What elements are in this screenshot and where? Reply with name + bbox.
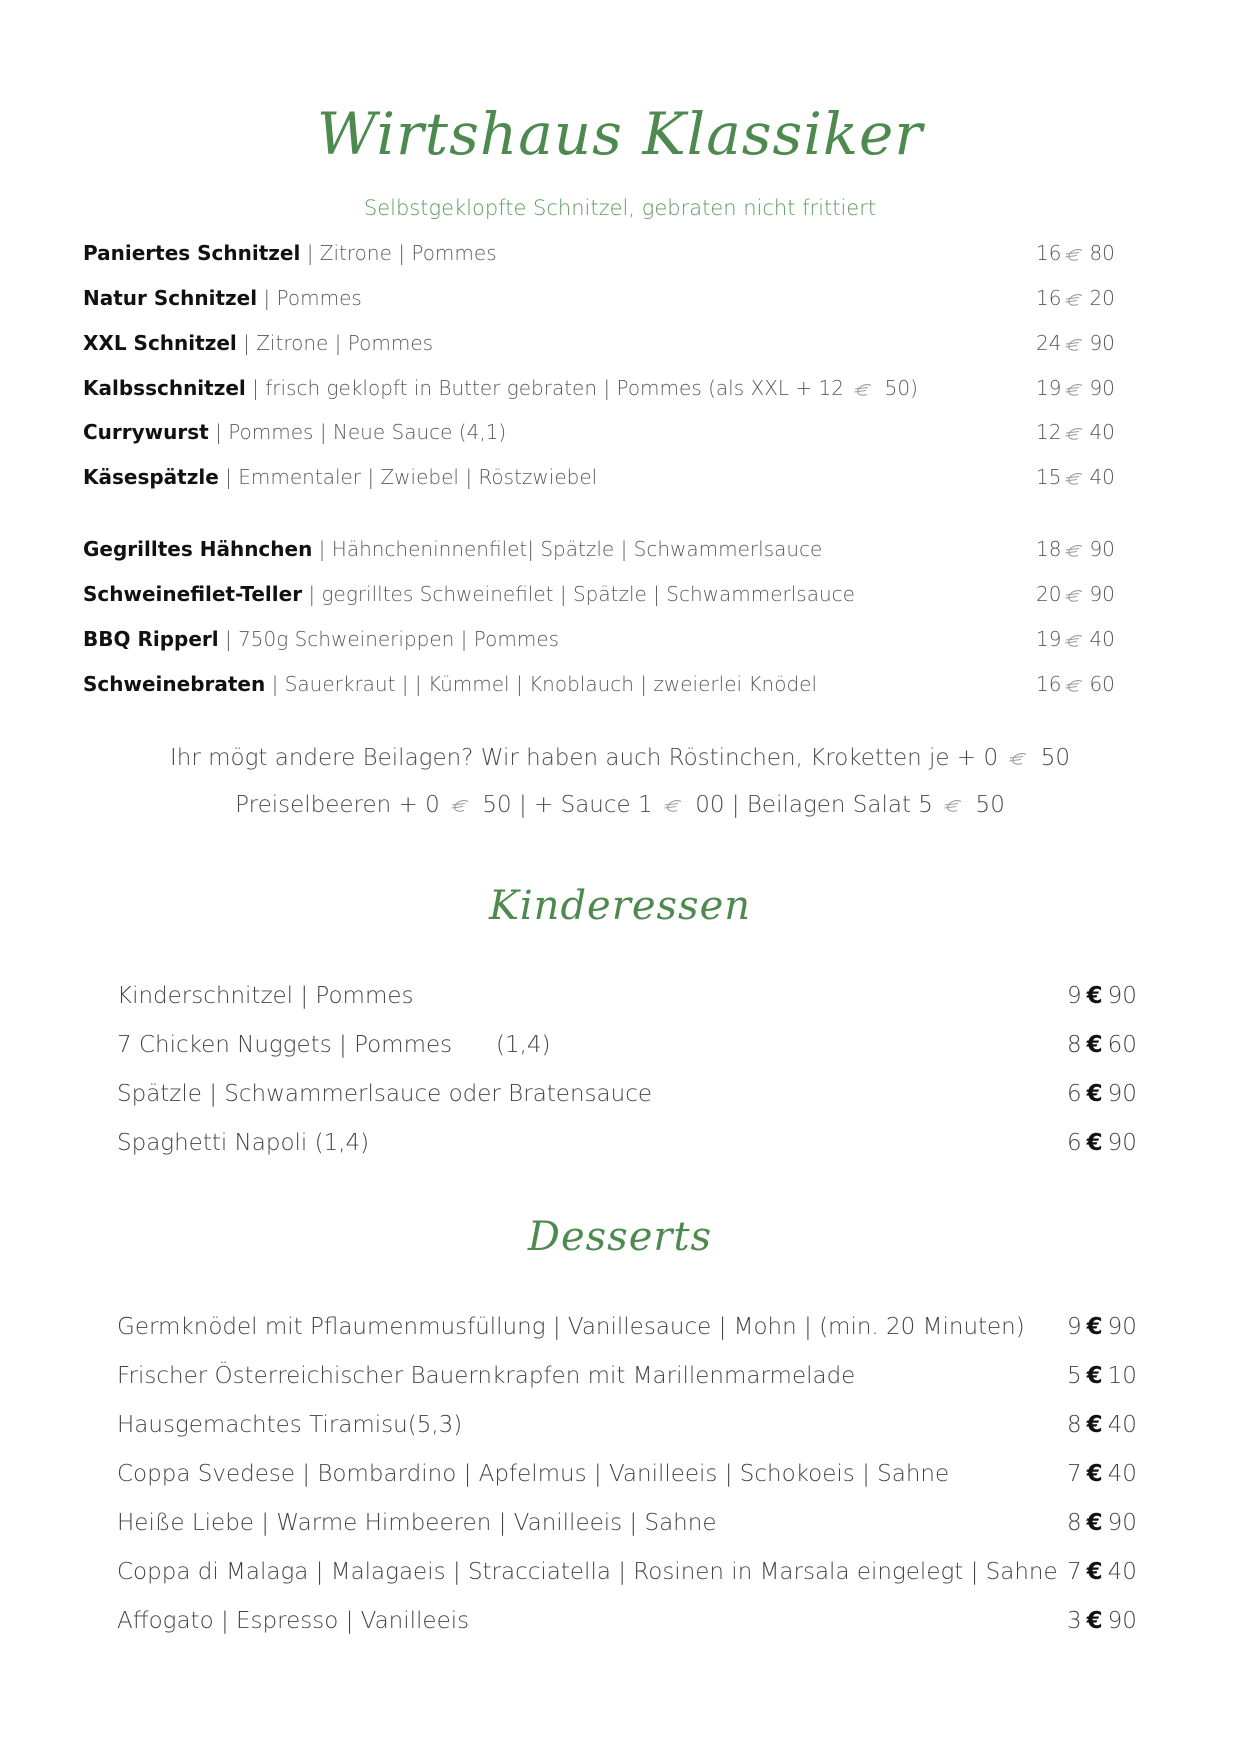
menu-item-name: Kalbsschnitzel — [83, 376, 246, 400]
menu-item-price — [1067, 1555, 1137, 1589]
menu-item-price — [1036, 579, 1115, 609]
note-text: Ihr mögt andere Beilagen? Wir haben auch Röstinchen, Kroketten je + 0 — [170, 745, 1006, 771]
menu-item-text: Spaghetti Napoli (1,4) — [117, 1130, 370, 1156]
menu-item-name: Gegrilltes Hähnchen — [83, 537, 313, 561]
menu-item-name: Schweinebraten — [83, 672, 266, 696]
side-dish-note — [0, 745, 1240, 771]
menu-item-description: | Pommes | Neue Sauce (4,1) — [208, 420, 507, 444]
price-whole: 16 — [1036, 672, 1062, 696]
menu-item-price — [1067, 1604, 1137, 1638]
menu-item-description: | frisch geklopft in Butter gebraten | Pommes (als XXL + 12 — [245, 376, 851, 400]
price-cents: 90 — [1089, 331, 1115, 355]
section-title-desserts: Desserts — [527, 1214, 713, 1260]
euro-sign-icon: € — [1086, 1461, 1103, 1487]
menu-item-description: | Sauerkraut | | Kümmel | Knoblauch | zweierlei Knödel — [265, 672, 817, 696]
menu-item-price — [1036, 462, 1115, 492]
price-whole: 6 — [1067, 1130, 1082, 1156]
menu-item — [83, 534, 1121, 564]
price-cents: 90 — [1107, 983, 1137, 1009]
price-cents: 90 — [1107, 1608, 1137, 1634]
menu-item-description: | Hähncheninnenfilet| Spätzle | Schwammerlsauce — [312, 537, 823, 561]
euro-sign-icon: € — [1086, 1314, 1103, 1340]
price-whole: 20 — [1036, 582, 1062, 606]
menu-item-price — [1036, 373, 1115, 403]
menu-item — [83, 462, 1121, 492]
price-whole: 15 — [1036, 465, 1062, 489]
menu-item-price — [1067, 1028, 1137, 1062]
price-whole: 3 — [1067, 1608, 1082, 1634]
price-whole: 6 — [1067, 1081, 1082, 1107]
menu-item — [117, 1408, 1137, 1442]
price-cents: 60 — [1107, 1032, 1137, 1058]
price-cents: 40 — [1089, 465, 1115, 489]
menu-item — [83, 283, 1121, 313]
menu-item — [83, 238, 1121, 268]
menu-item — [83, 417, 1121, 447]
menu-item-price — [1036, 624, 1115, 654]
euro-sign-icon: € — [1086, 1510, 1103, 1536]
euro-sign-icon — [1064, 472, 1086, 486]
euro-sign-icon — [663, 799, 685, 813]
euro-sign-icon — [853, 383, 875, 397]
euro-sign-icon — [1064, 293, 1086, 307]
menu-item-price — [1036, 238, 1115, 268]
price-cents: 90 — [1089, 537, 1115, 561]
menu-item — [117, 1310, 1137, 1344]
section-title-kids: Kinderessen — [489, 883, 751, 929]
menu-item-text: Germknödel mit Pflaumenmusfüllung | Vanillesauce | Mohn | (min. 20 Minuten) — [117, 1314, 1025, 1340]
menu-item-price — [1067, 1310, 1137, 1344]
price-whole: 16 — [1036, 286, 1062, 310]
euro-sign-icon: € — [1086, 1130, 1103, 1156]
menu-item-name: Paniertes Schnitzel — [83, 241, 301, 265]
price-whole: 16 — [1036, 241, 1062, 265]
euro-sign-icon — [1008, 752, 1030, 766]
euro-sign-icon: € — [1086, 1032, 1103, 1058]
price-cents: 80 — [1089, 241, 1115, 265]
euro-sign-icon — [1064, 544, 1086, 558]
euro-sign-icon — [943, 799, 965, 813]
note-text: 50 | + Sauce 1 — [475, 792, 660, 818]
menu-item-text: Heiße Liebe | Warme Himbeeren | Vanilleeis | Sahne — [117, 1510, 717, 1536]
extras-note — [0, 792, 1240, 818]
menu-item-price — [1067, 979, 1137, 1013]
menu-item — [117, 979, 1137, 1013]
section-title-classics: Wirtshaus Klassiker — [316, 100, 924, 168]
price-cents: 90 — [1107, 1510, 1137, 1536]
price-cents: 90 — [1107, 1314, 1137, 1340]
price-whole: 8 — [1067, 1412, 1082, 1438]
price-cents: 20 — [1089, 286, 1115, 310]
menu-item-description: | Zitrone | Pommes — [300, 241, 497, 265]
euro-sign-icon — [1064, 634, 1086, 648]
price-whole: 12 — [1036, 420, 1062, 444]
menu-item-name: BBQ Ripperl — [83, 627, 219, 651]
menu-item — [83, 669, 1121, 699]
menu-item-name: XXL Schnitzel — [83, 331, 237, 355]
menu-item-price — [1067, 1457, 1137, 1491]
menu-item — [117, 1604, 1137, 1638]
menu-item-text: Hausgemachtes Tiramisu(5,3) — [117, 1412, 463, 1438]
note-text: Preiselbeeren + 0 — [235, 792, 448, 818]
price-cents: 90 — [1107, 1081, 1137, 1107]
menu-item-price — [1036, 534, 1115, 564]
menu-item — [83, 579, 1121, 609]
menu-item-name: Schweinefilet-Teller — [83, 582, 303, 606]
menu-item-price — [1036, 417, 1115, 447]
price-cents: 40 — [1107, 1412, 1137, 1438]
price-whole: 9 — [1067, 1314, 1082, 1340]
menu-item-price — [1067, 1506, 1137, 1540]
menu-item-description: | Emmentaler | Zwiebel | Röstzwiebel — [218, 465, 598, 489]
menu-item — [117, 1028, 1137, 1062]
menu-item — [117, 1359, 1137, 1393]
euro-sign-icon — [1064, 427, 1086, 441]
menu-item-text: Coppa Svedese | Bombardino | Apfelmus | Vanilleeis | Schokoeis | Sahne — [117, 1461, 950, 1487]
price-cents: 60 — [1089, 672, 1115, 696]
euro-sign-icon — [1064, 383, 1086, 397]
euro-sign-icon — [1064, 248, 1086, 262]
menu-item — [117, 1506, 1137, 1540]
price-cents: 40 — [1089, 627, 1115, 651]
euro-sign-icon — [1064, 679, 1086, 693]
euro-sign-icon: € — [1086, 1081, 1103, 1107]
menu-item-text: Frischer Österreichischer Bauernkrapfen mit Marillenmarmelade — [117, 1363, 856, 1389]
euro-sign-icon: € — [1086, 1412, 1103, 1438]
menu-item-price — [1036, 283, 1115, 313]
price-cents: 40 — [1107, 1559, 1137, 1585]
menu-item-description-tail: 50) — [878, 376, 918, 400]
menu-item-description: | gegrilltes Schweinefilet | Spätzle | Schwammerlsauce — [302, 582, 855, 606]
menu-item — [83, 373, 1121, 403]
menu-item-text: Kinderschnitzel | Pommes — [117, 983, 414, 1009]
euro-sign-icon: € — [1086, 983, 1103, 1009]
menu-item — [117, 1555, 1137, 1589]
menu-item-text: 7 Chicken Nuggets | Pommes (1,4) — [117, 1032, 551, 1058]
menu-item — [117, 1126, 1137, 1160]
euro-sign-icon: € — [1086, 1608, 1103, 1634]
menu-item-description: | Zitrone | Pommes — [236, 331, 434, 355]
note-text: 00 | Beilagen Salat 5 — [687, 792, 941, 818]
price-whole: 8 — [1067, 1032, 1082, 1058]
menu-item-price — [1036, 328, 1115, 358]
menu-item-name: Käsespätzle — [83, 465, 219, 489]
price-whole: 7 — [1067, 1559, 1082, 1585]
menu-item-price — [1067, 1359, 1137, 1393]
menu-item-text: Spätzle | Schwammerlsauce oder Bratensauce — [117, 1081, 652, 1107]
menu-item — [117, 1077, 1137, 1111]
menu-item-name: Currywurst — [83, 420, 209, 444]
section-subtitle-classics: Selbstgeklopfte Schnitzel, gebraten nicht frittiert — [363, 196, 877, 220]
menu-item — [83, 624, 1121, 654]
euro-sign-icon: € — [1086, 1559, 1103, 1585]
price-whole: 5 — [1067, 1363, 1082, 1389]
menu-item-price — [1036, 669, 1115, 699]
menu-item-price — [1067, 1408, 1137, 1442]
price-cents: 40 — [1107, 1461, 1137, 1487]
price-whole: 9 — [1067, 983, 1082, 1009]
price-whole: 19 — [1036, 376, 1062, 400]
note-text: 50 — [1033, 745, 1070, 771]
euro-sign-icon — [450, 799, 472, 813]
menu-item — [117, 1457, 1137, 1491]
menu-item-price — [1067, 1126, 1137, 1160]
note-text: 50 — [968, 792, 1005, 818]
price-cents: 10 — [1107, 1363, 1137, 1389]
price-cents: 90 — [1107, 1130, 1137, 1156]
price-whole: 7 — [1067, 1461, 1082, 1487]
euro-sign-icon: € — [1086, 1363, 1103, 1389]
menu-item-text: Coppa di Malaga | Malagaeis | Stracciatella | Rosinen in Marsala eingelegt | Sahne — [117, 1559, 1058, 1585]
euro-sign-icon — [1064, 338, 1086, 352]
menu-item-name: Natur Schnitzel — [83, 286, 258, 310]
menu-item — [83, 328, 1121, 358]
menu-item-description: | 750g Schweinerippen | Pommes — [218, 627, 560, 651]
euro-sign-icon — [1064, 589, 1086, 603]
price-cents: 40 — [1089, 420, 1115, 444]
menu-item-description: | Pommes — [257, 286, 362, 310]
menu-item-text: Affogato | Espresso | Vanilleeis — [117, 1608, 470, 1634]
price-whole: 19 — [1036, 627, 1062, 651]
price-whole: 18 — [1036, 537, 1062, 561]
menu-item-price — [1067, 1077, 1137, 1111]
price-whole: 8 — [1067, 1510, 1082, 1536]
price-cents: 90 — [1089, 582, 1115, 606]
price-whole: 24 — [1036, 331, 1062, 355]
price-cents: 90 — [1089, 376, 1115, 400]
